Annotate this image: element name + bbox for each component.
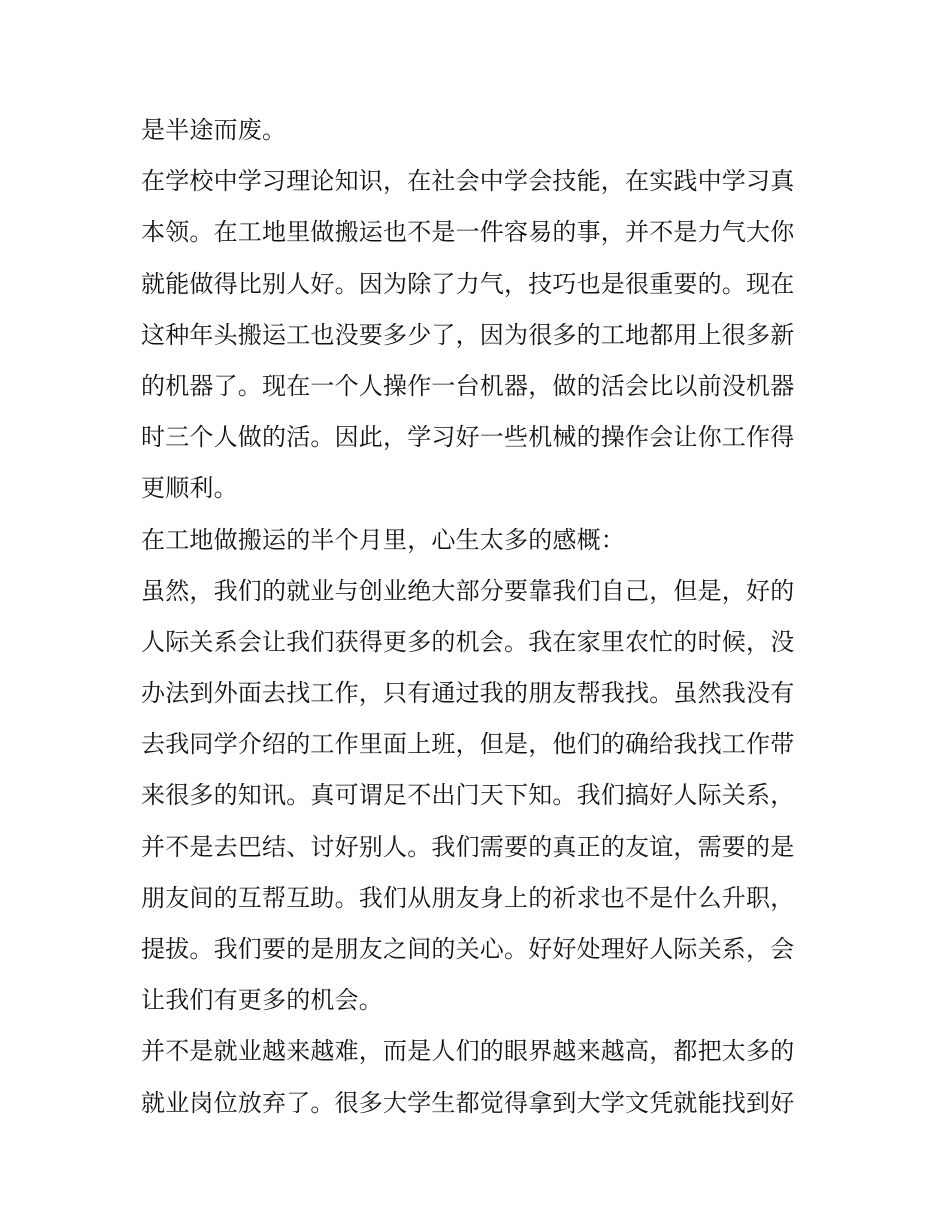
text-line: 本领。在工地里做搬运也不是一件容易的事，并不是力气大你 — [141, 218, 795, 247]
text-line: 虽然，我们的就业与创业绝大部分要靠我们自己，但是，好的 — [141, 576, 795, 605]
text-line: 这种年头搬运工也没要多少了，因为很多的工地都用上很多新 — [141, 320, 795, 349]
text-line: 就能做得比别人好。因为除了力气，技巧也是很重要的。现在 — [141, 269, 795, 298]
text-line: 朋友间的互帮互助。我们从朋友身上的祈求也不是什么升职， — [141, 883, 795, 912]
text-line: 让我们有更多的机会。 — [141, 986, 383, 1015]
text-line: 时三个人做的活。因此，学习好一些机械的操作会让你工作得 — [141, 423, 795, 452]
text-line: 在工地做搬运的半个月里，心生太多的感概： — [141, 525, 625, 554]
text-line: 是半途而废。 — [141, 116, 287, 144]
text-line: 就业岗位放弃了。很多大学生都觉得拿到大学文凭就能找到好 — [141, 1088, 795, 1117]
text-line: 并不是去巴结、讨好别人。我们需要的真正的友谊，需要的是 — [141, 832, 795, 861]
text-line: 的机器了。现在一个人操作一台机器，做的活会比以前没机器 — [141, 371, 795, 400]
text-line: 人际关系会让我们获得更多的机会。我在家里农忙的时候，没 — [141, 627, 795, 656]
body-text — [141, 105, 813, 1129]
text-line: 来很多的知讯。真可谓足不出门天下知。我们搞好人际关系， — [141, 781, 795, 810]
text-line: 更顺利。 — [141, 474, 238, 503]
text-line: 在学校中学习理论知识，在社会中学会技能，在实践中学习真 — [141, 167, 795, 196]
text-line: 去我同学介绍的工作里面上班，但是，他们的确给我找工作带 — [141, 730, 795, 759]
text-line: 提拔。我们要的是朋友之间的关心。好好处理好人际关系，会 — [141, 935, 795, 963]
text-line: 办法到外面去找工作，只有通过我的朋友帮我找。虽然我没有 — [141, 679, 795, 708]
text-line: 并不是就业越来越难，而是人们的眼界越来越高，都把太多的 — [141, 1037, 795, 1066]
